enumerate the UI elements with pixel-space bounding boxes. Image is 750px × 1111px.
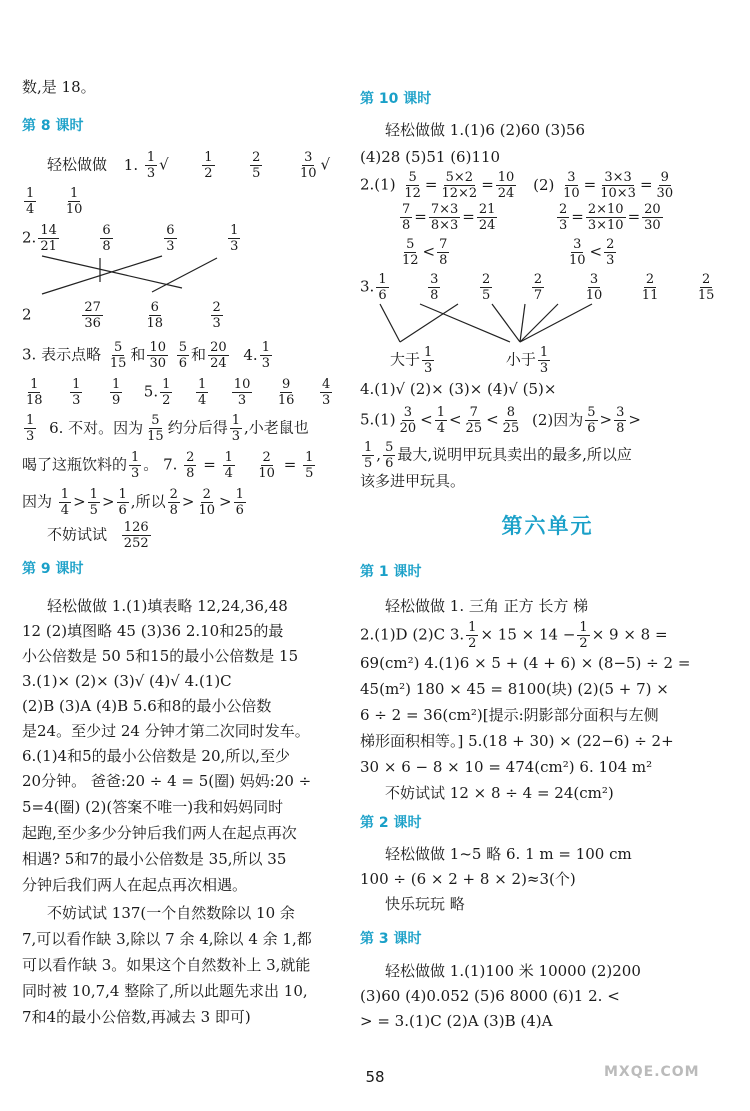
fraction: $\frac{2}{8}$	[186, 450, 195, 481]
section-heading: 第 9 课时	[22, 561, 84, 577]
fraction: $\frac{5}{12}$	[404, 170, 421, 201]
fraction: $\frac{7\times 3}{8\times 3}$	[430, 202, 459, 233]
matching-lines	[22, 252, 242, 302]
text-line: 69(cm²) 4.(1)6 × 5 + (4 + 6) × (8−5) ÷ 2 =	[360, 654, 691, 672]
text-line: 数,是 18。	[22, 78, 96, 96]
fraction: $\frac{2}{10}$	[258, 450, 275, 481]
fraction: $\frac{2}{15}$	[697, 272, 715, 303]
fraction: $\frac{5}{6}$	[587, 405, 596, 436]
fraction: $\frac{1}{5}$	[305, 450, 314, 481]
text-line: 4.(1)√ (2)× (3)× (4)√ (5)×	[360, 380, 557, 398]
fraction: $\frac{7}{8}$	[439, 237, 448, 268]
text-line: 因为 $\frac{1}{4}$ > $\frac{1}{5}$ > $\frac{1}{6}$ ,所以 $\frac{2}{8}$ > $\frac{2}{10}$ > $\frac{1}{6}$	[22, 487, 244, 518]
fraction: $\frac{1}{2}$	[162, 377, 171, 408]
text-line: 起跑,至少多少分钟后我们两人在起点再次	[22, 824, 297, 842]
fraction: $\frac{2}{7}$	[533, 272, 543, 303]
fraction: $\frac{2}{11}$	[641, 272, 659, 303]
fraction: $\frac{1}{2}$	[204, 150, 213, 181]
text-line: 100 ÷ (6 × 2 + 8 × 2)≈3(个)	[360, 870, 576, 888]
text-line: 相遇? 5和7的最小公倍数是 35,所以 35	[22, 850, 287, 868]
fraction: $\frac{1}{2}$	[468, 620, 477, 651]
fraction: $\frac{6}{8}$	[102, 223, 111, 254]
fraction: $\frac{126}{252}$	[123, 520, 149, 551]
text-line: 2.(1) $\frac{5}{12}$ = $\frac{5\times 2}{12\times 2}$ = $\frac{10}{24}$ (2) $\frac{3}{10}$ = $\frac{3\times 3}{10\times 3}$ = $\frac{9}{30}$	[360, 170, 674, 201]
text-line: 3.(1)× (2)× (3)√ (4)√ 4.(1)C	[22, 672, 232, 690]
fraction: $\frac{3}{8}$	[430, 272, 439, 303]
fraction: $\frac{3}{20}$	[399, 405, 417, 436]
fraction: $\frac{7}{25}$	[465, 405, 483, 436]
fraction: $\frac{2}{3}$	[606, 237, 615, 268]
text-line: 2.(1)D (2)C 3. $\frac{1}{2}$ × 15 × 14 − $\frac{1}{2}$ × 9 × 8 =	[360, 620, 668, 651]
fraction: $\frac{1}{6}$	[378, 272, 387, 303]
text-line: 45(m²) 180 × 45 = 8100(块) (2)(5 + 7) ×	[360, 680, 669, 698]
text-line: 该多进甲玩具。	[360, 472, 466, 490]
fraction: $\frac{6}{18}$	[146, 300, 163, 331]
fraction: $\frac{10}{3}$	[233, 377, 251, 408]
text-line: 12 (2)填图略 45 (3)36 2.10和25的最	[22, 622, 284, 640]
fraction: $\frac{3}{10}$	[563, 170, 580, 201]
fraction: $\frac{2\times 10}{3\times 10}$	[587, 202, 624, 233]
fraction: $\frac{10}{30}$	[149, 340, 166, 371]
text-line: 3. 表示点略 $\frac{5}{15}$ 和 $\frac{10}{30}$ $\frac{5}{6}$ 和 $\frac{20}{24}$ 4. $\frac{1}{3}$	[22, 340, 270, 371]
text-line: 30 × 6 − 8 × 10 = 474(cm²) 6. 104 m²	[360, 758, 653, 776]
fraction: $\frac{2}{10}$	[198, 487, 215, 518]
fraction: $\frac{1}{3}$	[26, 413, 35, 444]
fraction: $\frac{3}{8}$	[616, 405, 625, 436]
fraction: $\frac{21}{24}$	[478, 202, 496, 233]
text-line: 2 $\frac{27}{36}$ $\frac{6}{18}$ $\frac{2}{3}$	[22, 300, 221, 331]
fraction: $\frac{1}{2}$	[579, 620, 588, 651]
fraction: $\frac{5}{15}$	[147, 413, 164, 444]
fraction: $\frac{9}{16}$	[277, 377, 295, 408]
fraction: $\frac{3}{10}$	[585, 272, 603, 303]
text-line: $\frac{7}{8}$ = $\frac{7\times 3}{8\times 3}$ = $\frac{21}{24}$ $\frac{2}{3}$ = $\frac{2\times 10}{3\times 10}$ = $\frac{20}{30}$	[402, 202, 661, 233]
fraction: $\frac{2}{3}$	[212, 300, 221, 331]
text-line: 3. $\frac{1}{6}$ $\frac{3}{8}$ $\frac{2}{5}$ $\frac{2}{7}$ $\frac{3}{10}$ $\frac{2}{11}$ $\frac{2}{15}$	[360, 272, 715, 303]
text-line: 20分钟。 爸爸:20 ÷ 4 = 5(圈) 妈妈:20 ÷	[22, 772, 312, 790]
fraction: $\frac{10}{24}$	[497, 170, 515, 201]
fraction: $\frac{1}{3}$	[72, 377, 81, 408]
fraction: $\frac{5}{12}$	[402, 237, 419, 268]
text-line: 6.(1)4和5的最小公倍数是 20,所以,至少	[22, 747, 291, 765]
text-line: $\frac{1}{5}$ , $\frac{5}{6}$ 最大,说明甲玩具卖出的最多,所以应	[364, 440, 632, 471]
text-line: 轻松做做 1.(1)填表略 12,24,36,48	[47, 597, 288, 615]
text-line: 可以看作缺 3。如果这个自然数补上 3,就能	[22, 956, 311, 974]
section-heading: 第 8 课时	[22, 118, 84, 134]
fraction: $\frac{3}{10}$	[568, 237, 586, 268]
unit-title: 第六单元	[501, 514, 594, 538]
text-line: 轻松做做 1~5 略 6. 1 m = 100 cm	[385, 845, 632, 863]
fraction: $\frac{1}{3}$	[131, 450, 140, 481]
matching-lines	[360, 302, 620, 344]
text-line: 喝了这瓶饮料的 $\frac{1}{3}$ 。 7. $\frac{2}{8}$ = $\frac{1}{4}$ $\frac{2}{10}$ = $\frac{1}{5}$	[22, 450, 314, 481]
fraction: $\frac{1}{4}$	[26, 186, 35, 217]
text-line: 大于 $\frac{1}{3}$ 小于 $\frac{1}{3}$	[390, 345, 549, 376]
text-line: 快乐玩玩 略	[385, 895, 465, 913]
fraction: $\frac{1}{4}$	[197, 377, 207, 408]
text-line: (4)28 (5)51 (6)110	[360, 148, 501, 166]
section-heading: 第 2 课时	[360, 815, 422, 831]
fraction: $\frac{1}{3}$	[424, 345, 433, 376]
fraction: $\frac{7}{8}$	[402, 202, 411, 233]
fraction: $\frac{4}{3}$	[322, 377, 331, 408]
fraction: $\frac{5}{6}$	[385, 440, 394, 471]
text-line	[22, 186, 86, 217]
text-line: 不妨试试 $\frac{126}{252}$	[47, 520, 149, 551]
fraction: $\frac{1}{5}$	[364, 440, 373, 471]
text-line: $\frac{5}{12}$ < $\frac{7}{8}$ $\frac{3}{10}$ < $\frac{2}{3}$	[402, 237, 615, 268]
fraction: $\frac{5}{6}$	[178, 340, 188, 371]
text-line: 分钟后我们两人在起点再次相遇。	[22, 876, 248, 894]
fraction: $\frac{1}{3}$	[261, 340, 270, 371]
fraction: $\frac{1}{6}$	[235, 487, 244, 518]
text-line: 5=4(圈) (2)(答案不唯一)我和妈妈同时	[22, 798, 284, 816]
section-heading: 第 1 课时	[360, 564, 422, 580]
text-line: 7,可以看作缺 3,除以 7 余 4,除以 4 余 1,都	[22, 930, 312, 948]
fraction: $\frac{1}{4}$	[436, 405, 445, 436]
fraction: $\frac{14}{21}$	[40, 223, 57, 254]
fraction: $\frac{1}{3}$	[146, 150, 156, 181]
fraction: $\frac{2}{8}$	[169, 487, 178, 518]
text-line: 不妨试试 137(一个自然数除以 10 余	[47, 904, 295, 922]
text-line: 小公倍数是 50 5和15的最小公倍数是 15	[22, 647, 299, 665]
text-line: (2)B (3)A (4)B 5.6和8的最小公倍数	[22, 697, 272, 715]
fraction: $\frac{1}{10}$	[65, 186, 83, 217]
fraction: $\frac{8}{25}$	[502, 405, 520, 436]
text-line: > = 3.(1)C (2)A (3)B (4)A	[360, 1012, 553, 1030]
fraction: $\frac{1}{3}$	[231, 413, 240, 444]
fraction: $\frac{2}{5}$	[482, 272, 491, 303]
text-line: 轻松做做 1.(1)100 米 10000 (2)200	[385, 962, 641, 980]
fraction: $\frac{2}{5}$	[252, 150, 261, 181]
fraction: $\frac{1}{3}$	[539, 345, 549, 376]
fraction: $\frac{3}{10}$	[299, 150, 317, 181]
section-heading: 第 10 课时	[360, 91, 432, 107]
fraction: $\frac{20}{30}$	[644, 202, 661, 233]
fraction: $\frac{6}{3}$	[166, 223, 175, 254]
text-line: 7和4的最小公倍数,再减去 3 即可)	[22, 1008, 251, 1026]
fraction: $\frac{1}{4}$	[224, 450, 233, 481]
fraction: $\frac{1}{6}$	[118, 487, 127, 518]
fraction: $\frac{1}{9}$	[111, 377, 121, 408]
text-line: $\frac{1}{3}$ 6. 不对。因为 $\frac{5}{15}$ 约分后得 $\frac{1}{3}$ ,小老鼠也	[26, 413, 309, 444]
section-heading: 第 3 课时	[360, 931, 422, 947]
watermark: MXQE.COM	[604, 1064, 700, 1080]
fraction: $\frac{5\times 2}{12\times 2}$	[441, 170, 478, 201]
fraction: $\frac{9}{30}$	[656, 170, 674, 201]
fraction: $\frac{27}{36}$	[84, 300, 101, 331]
text-line: 2. $\frac{14}{21}$ $\frac{6}{8}$ $\frac{6}{3}$ $\frac{1}{3}$	[22, 223, 239, 254]
text-line: 轻松做做 1. 三角 正方 长方 梯	[385, 597, 589, 615]
fraction: $\frac{2}{3}$	[558, 202, 568, 233]
fraction: $\frac{5}{15}$	[109, 340, 127, 371]
fraction: $\frac{1}{4}$	[60, 487, 70, 518]
text-line: 同时被 10,7,4 整除了,所以此题先求出 10,	[22, 982, 308, 1000]
text-line: 轻松做做 1.(1)6 (2)60 (3)56	[385, 121, 586, 139]
text-line: $\frac{1}{18}$ $\frac{1}{3}$ $\frac{1}{9}$ 5. $\frac{1}{2}$ $\frac{1}{4}$ $\frac{10}{3}$ $\frac{9}{16}$ $\frac{4}{3}$	[26, 377, 331, 408]
text-line: 5.(1) $\frac{3}{20}$ < $\frac{1}{4}$ < $\frac{7}{25}$ < $\frac{8}{25}$ (2)因为 $\frac{5}{6}$ > $\frac{3}{8}$ >	[360, 405, 641, 436]
text-line: 梯形面积相等。] 5.(18 + 30) × (22−6) ÷ 2+	[360, 732, 674, 750]
text-line: 6 ÷ 2 = 36(cm²)[提示:阴影部分面积与左侧	[360, 706, 659, 724]
fraction: $\frac{20}{24}$	[210, 340, 227, 371]
page-number: 58	[365, 1068, 385, 1086]
text-line: (3)60 (4)0.052 (5)6 8000 (6)1 2. <	[360, 987, 620, 1005]
fraction: $\frac{1}{3}$	[230, 223, 239, 254]
text-line: 不妨试试 12 × 8 ÷ 4 = 24(cm²)	[385, 784, 614, 802]
fraction: $\frac{1}{18}$	[26, 377, 43, 408]
text-line: 是24。至少过 24 分钟才第二次同时发车。	[22, 722, 310, 740]
fraction: $\frac{1}{5}$	[89, 487, 98, 518]
text-line: 轻松做做 1. $\frac{1}{3}$ √ $\frac{1}{2}$ $\frac{2}{5}$ $\frac{3}{10}$ √	[47, 150, 331, 181]
fraction: $\frac{3\times 3}{10\times 3}$	[600, 170, 636, 201]
